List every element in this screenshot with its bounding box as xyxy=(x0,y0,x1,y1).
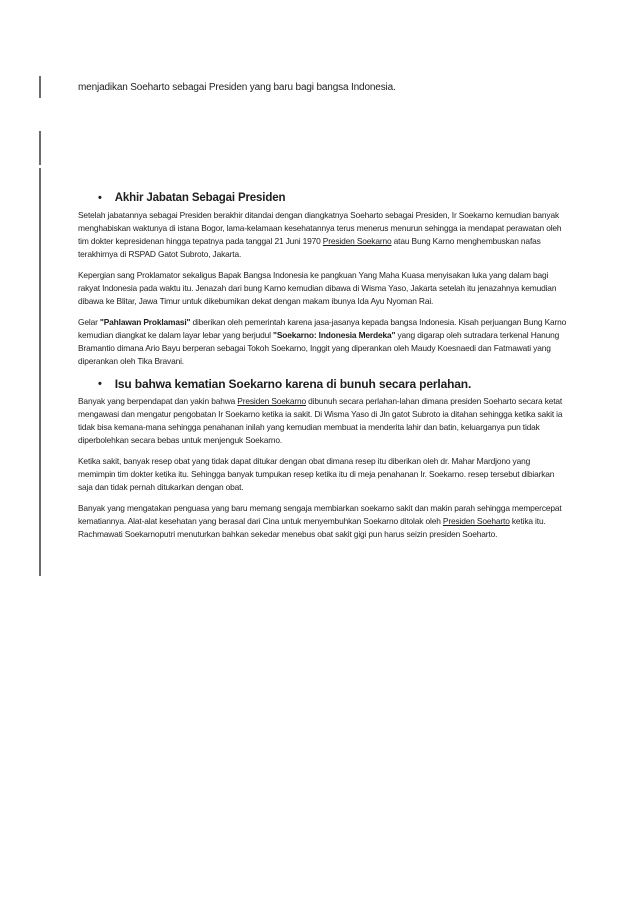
bullet-icon: • xyxy=(98,378,102,390)
section-heading xyxy=(98,376,568,392)
link-presiden-soeharto[interactable]: Presiden Soeharto xyxy=(442,516,510,526)
paragraph: Ketika sakit, banyak resep obat yang tidak dapat ditukar dengan obat dimana resep itu diberikan oleh dr. Mahar Mardjono yang memimpin tim dokter ketika itu. Sehingga banyak tumpukan resep ketika itu di meja penahanan Ir. Soekarno. resep tersebut dibiarkan saja dan tidak pernah ditukarkan dengan obat. xyxy=(78,456,555,492)
margin-bar xyxy=(39,131,41,165)
bullet-icon: • xyxy=(98,192,102,204)
link-presiden-soekarno[interactable]: Presiden Soekarno xyxy=(322,236,392,246)
document-body xyxy=(78,190,568,549)
intro-line: menjadikan Soeharto sebagai Presiden yang baru bagi bangsa Indonesia. xyxy=(78,82,396,93)
paragraph: Banyak yang berpendapat dan yakin bahwa Presiden Soekarno dibunuh secara perlahan-lahan dimana presiden Soeharto secara ketat mengawasi dan mengatur pengobatan Ir Soekarno ketika ia sakit. Di Wisma Yaso di Jln gatot Subroto ia ditahan sehingga ketika sakit ia tidak bisa kemana-mana sehingga penahanan inilah yang kemudian membuat ia menderita lahir dan batin, keluarganya pun tidak diperbolehkan secara bebas untuk menjenguk Soekarno. xyxy=(78,396,563,445)
margin-bar xyxy=(39,76,41,98)
paragraph: Kepergian sang Proklamator sekaligus Bapak Bangsa Indonesia ke pangkuan Yang Maha Kuasa menyisakan luka yang dalam bagi rakyat Indonesia pada waktu itu. Jenazah dari bung Karno kemudian dibawa di Wisma Yaso, Jakarta setelah itu jenazahnya kemudian dibawa ke Blitar, Jawa Timur untuk dikebumikan dekat dengan makam ibunya Ida Ayu Nyoman Rai. xyxy=(78,270,557,306)
paragraph: Setelah jabatannya sebagai Presiden berakhir ditandai dengan diangkatnya Soeharto sebagai Presiden, Ir Soekarno kemudian banyak menghabiskan waktunya di istana Bogor, lama-kelamaan kesehatannya terus menerus menurun sehingga ia mendapat perawatan oleh tim dokter kepresidenan hingga tepatnya pada tanggal 21 Juni 1970 Presiden Soekarno atau Bung Karno menghembuskan nafas terakhirnya di RSPAD Gatot Subroto, Jakarta. xyxy=(78,210,562,259)
paragraph: Banyak yang mengatakan penguasa yang baru memang sengaja membiarkan soekarno sakit dan makin parah sehingga mempercepat kematiannya. Alat-alat kesehatan yang berasal dari Cina untuk menyembuhkan Soekarno ditolak oleh Presiden Soeharto ketika itu. Rachmawati Soekarnoputri menuturkan bahkan sekedar menebus obat sakit gigi pun harus seizin presiden Soeharto. xyxy=(78,503,562,539)
margin-bar xyxy=(39,168,41,576)
link-presiden-soekarno[interactable]: Presiden Soekarno xyxy=(237,396,306,406)
paragraph: Gelar "Pahlawan Proklamasi" diberikan oleh pemerintah karena jasa-jasanya kepada bangsa Indonesia. Kisah perjuangan Bung Karno kemudian diangkat ke dalam layar lebar yang berjudul "Soekarno: Indonesia Merdeka" yang digarap oleh sutradara terkenal Hanung Bramantio dimana Ario Bayu berperan sebagai Tokoh Soekarno, Inggit yang diperankan oleh Maudy Koesnaedi dan Fatmawati yang diperankan oleh Tika Bravani. xyxy=(78,317,567,366)
heading-text: Isu bahwa kematian Soekarno karena di bunuh secara perlahan. xyxy=(114,377,472,391)
heading-text: Akhir Jabatan Sebagai Presiden xyxy=(114,192,286,204)
section-heading xyxy=(98,190,568,206)
